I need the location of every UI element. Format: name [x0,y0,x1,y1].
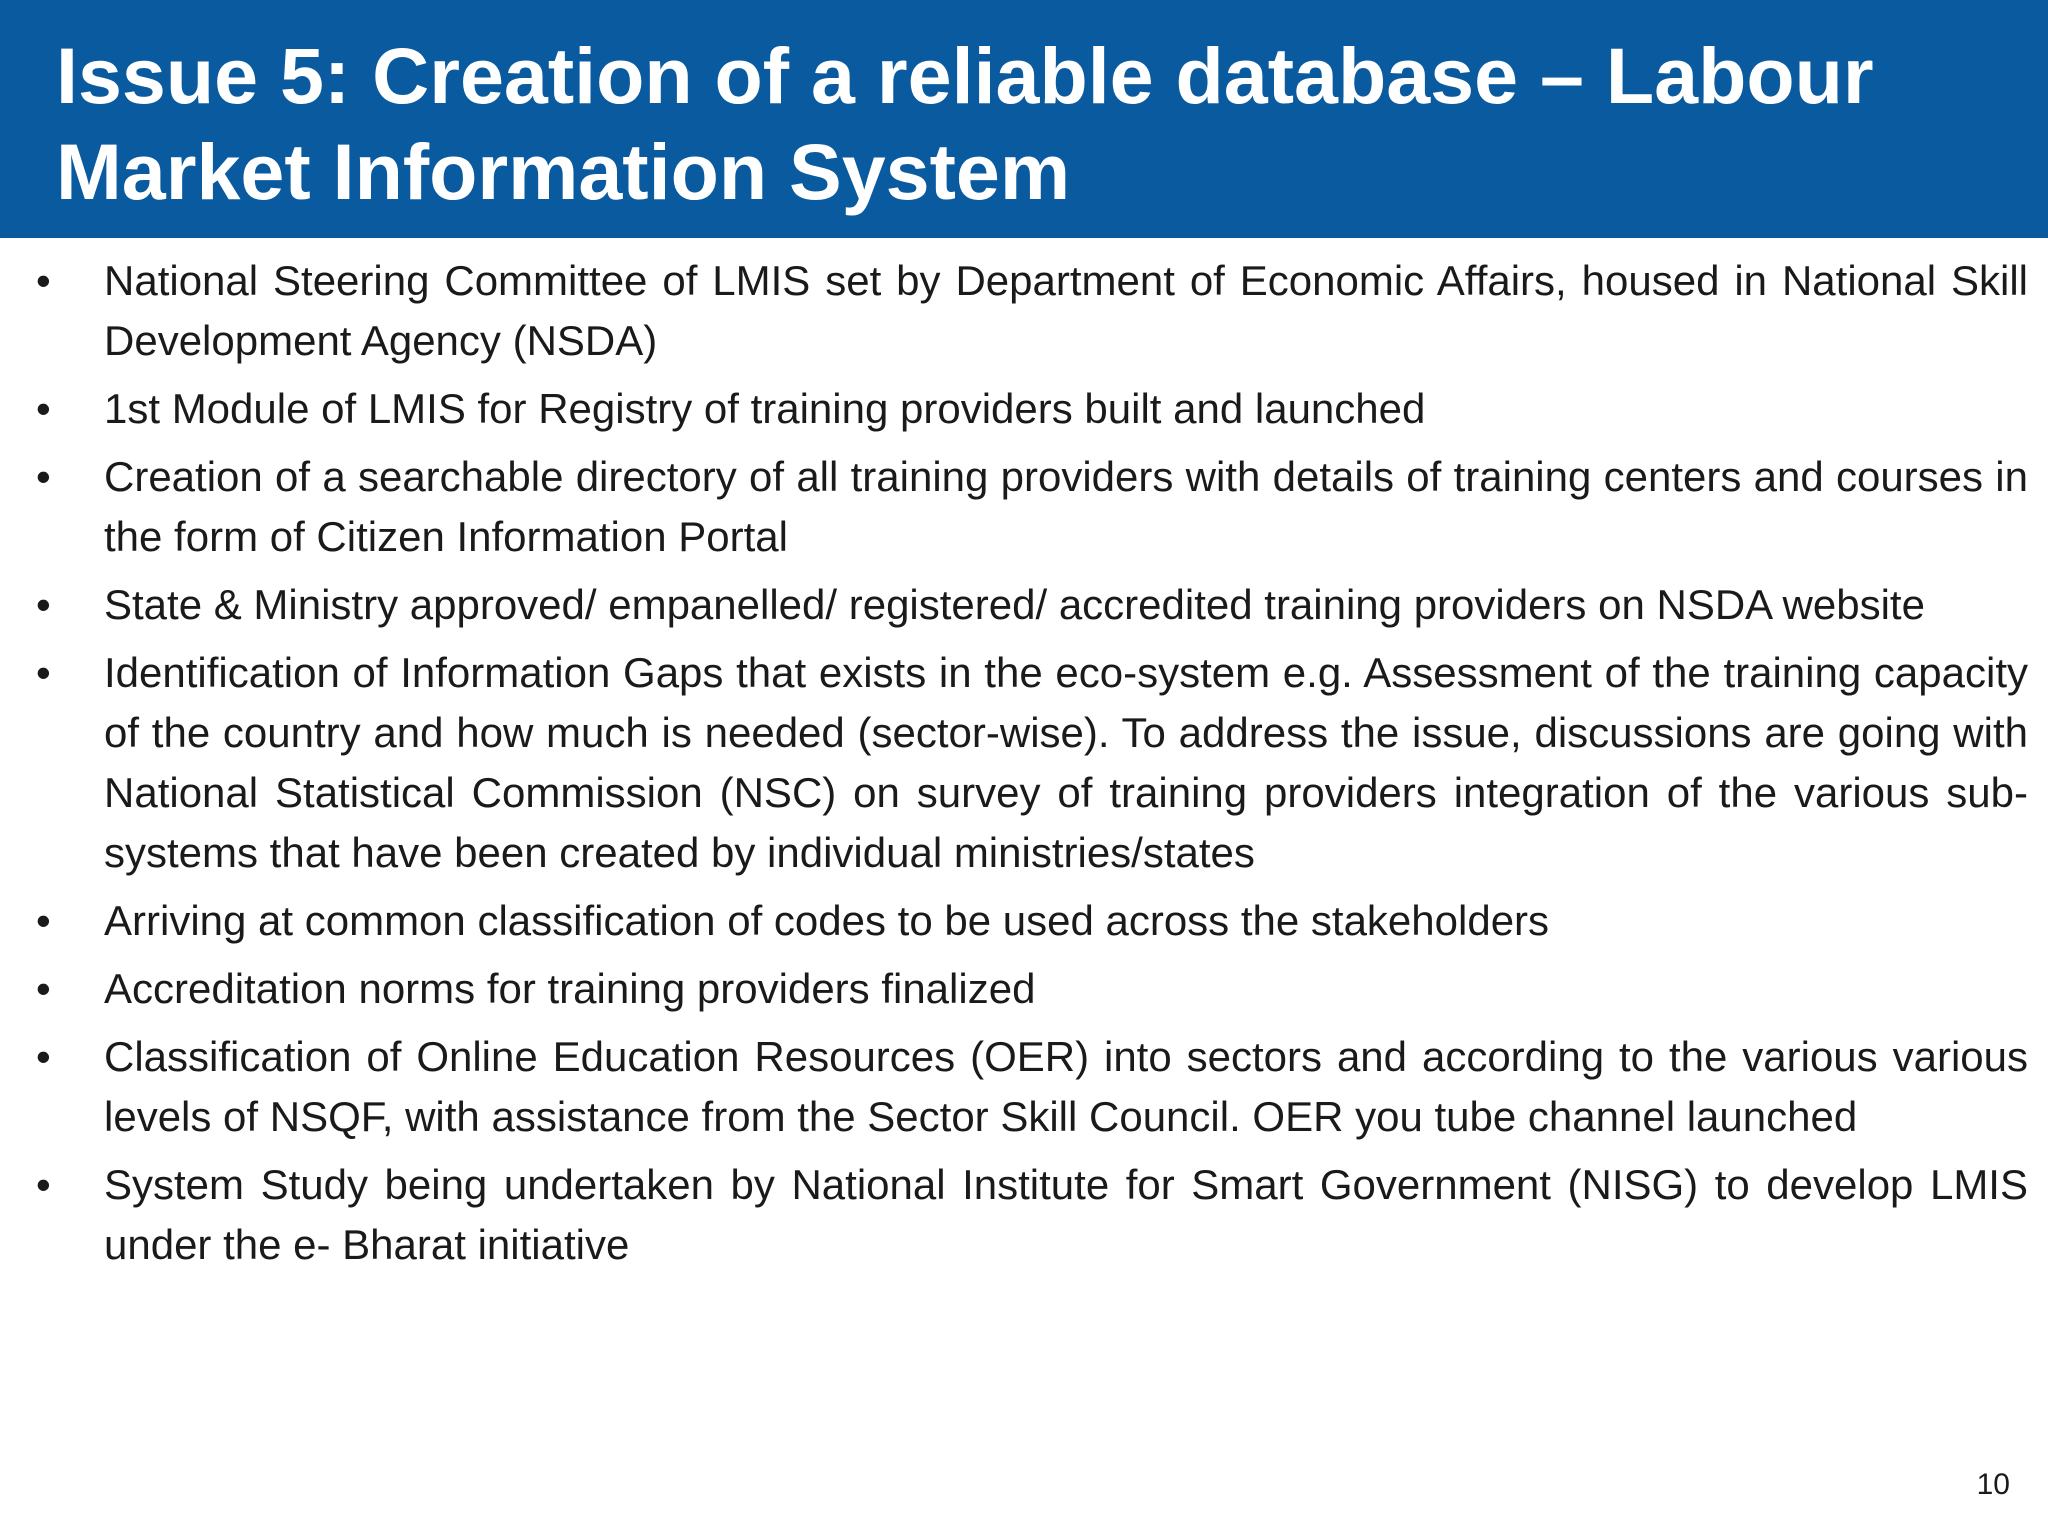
bullet-item [0,1027,2048,1147]
bullet-dot-icon: • [36,1161,51,1208]
bullet-item [0,643,2048,883]
bullet-text: Arriving at common classification of codes to be used across the stakeholders [104,897,1550,944]
bullet-item [0,1155,2048,1275]
bullet-dot-icon: • [36,581,51,628]
slide-title: Issue 5: Creation of a reliable database – Labour Market Information System [56,31,1874,216]
bullet-dot-icon: • [36,649,51,696]
title-bar [0,0,2048,238]
bullet-text: Accreditation norms for training providers finalized [104,965,1036,1012]
bullet-text: System Study being undertaken by National Institute for Smart Government (NISG) to develop LMIS under the e- Bharat initiative [104,1161,2028,1268]
bullet-text: National Steering Committee of LMIS set by Department of Economic Affairs, housed in National Skill Development Agency (NSDA) [104,257,2028,364]
bullet-dot-icon: • [36,965,51,1012]
page-number: 10 [1976,1468,2010,1501]
bullet-dot-icon: • [36,897,51,944]
bullet-item [0,959,2048,1019]
bullet-item [0,251,2048,371]
bullet-text: Identification of Information Gaps that exists in the eco-system e.g. Assessment of the training capacity of the country and how much is needed (sector-wise). To address the issue, discussions are going with National Statistical Commission (NSC) on survey of training providers integration of the various sub-systems that have been created by individual ministries/states [104,649,2028,876]
bullet-text: State & Ministry approved/ empanelled/ registered/ accredited training providers on NSDA website [104,581,1925,628]
bullet-text: Classification of Online Education Resources (OER) into sectors and according to the various various levels of NSQF, with assistance from the Sector Skill Council. OER you tube channel launched [104,1033,2028,1140]
bullet-dot-icon: • [36,1033,51,1080]
bullet-item [0,575,2048,635]
bullet-item [0,447,2048,567]
bullet-text: 1st Module of LMIS for Registry of training providers built and launched [104,385,1426,432]
bullet-text: Creation of a searchable directory of all training providers with details of training centers and courses in the form of Citizen Information Portal [104,453,2028,560]
bullet-dot-icon: • [36,257,51,304]
bullet-item [0,379,2048,439]
bullet-item [0,891,2048,951]
bullet-dot-icon: • [36,385,51,432]
bullet-dot-icon: • [36,453,51,500]
bullet-list [0,251,2048,1283]
